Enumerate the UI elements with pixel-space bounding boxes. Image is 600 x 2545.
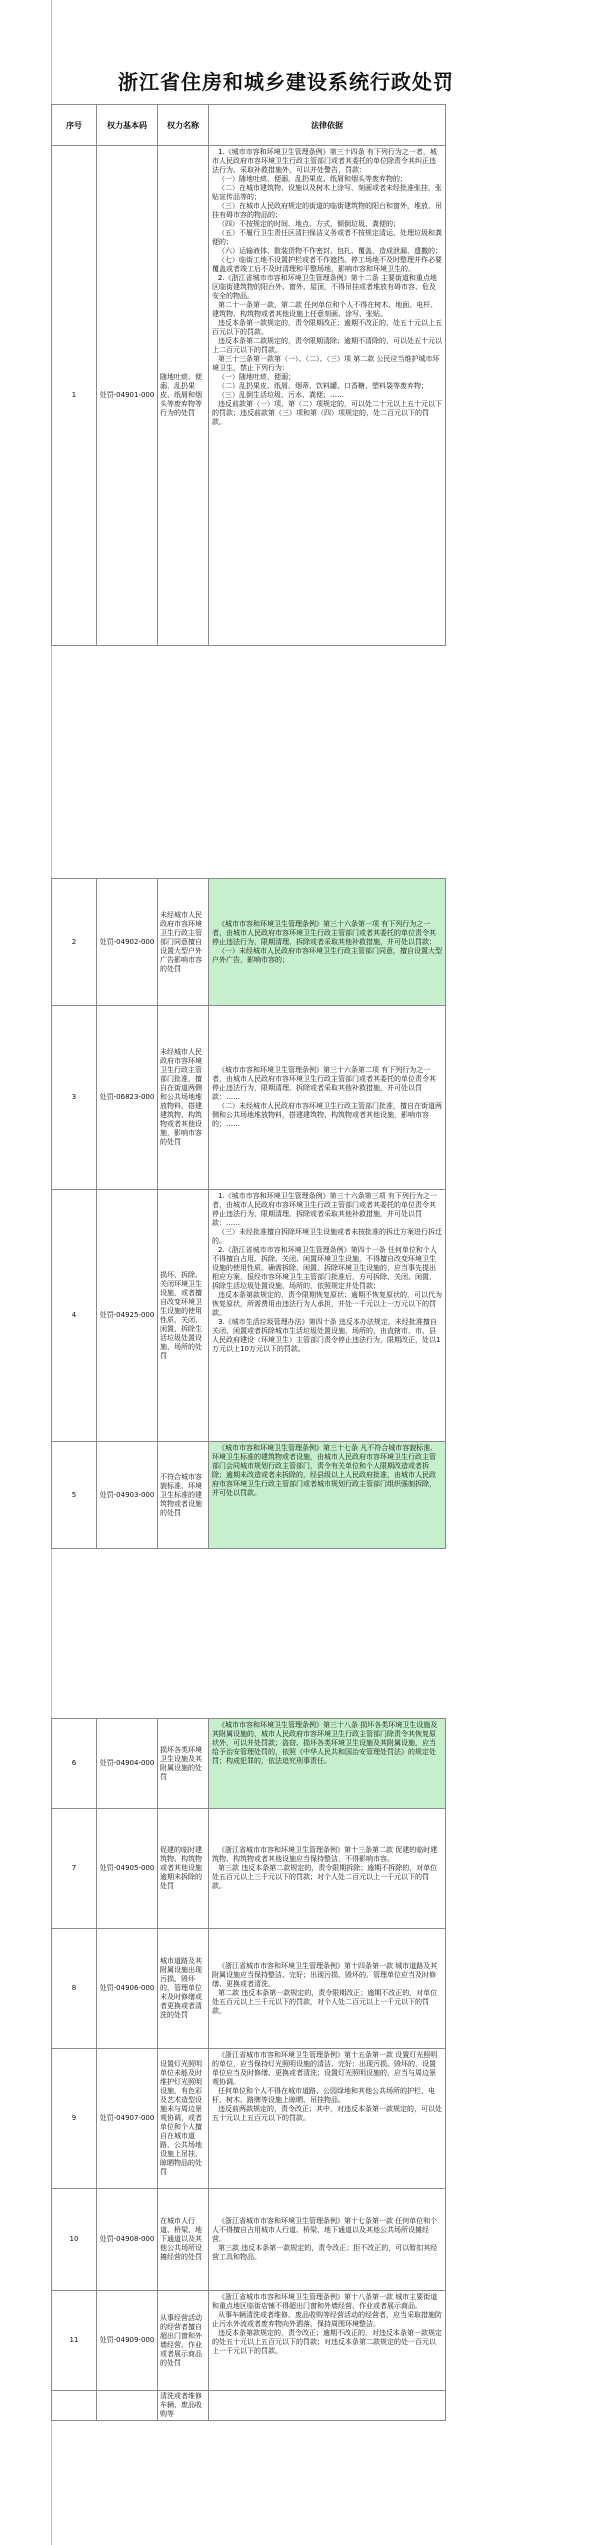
- law-paragraph: （三）未经批准擅自拆除环境卫生设施或者未按批准的拆迁方案进行拆迁的。: [212, 1228, 442, 1245]
- law-paragraph: （六）运输液体、散装货物不作密封、包扎、覆盖，造成泄漏、遗撒的；: [218, 247, 442, 255]
- law-paragraph: （一）随地吐痰、便溺，乱扔果皮、纸屑和烟头等废弃物的；: [218, 175, 407, 183]
- law-paragraph: 3.《城市生活垃圾管理办法》第四十条 违反本办法规定，未经批准擅自关闭、闲置或者拆除城市生活垃圾处置设施、场所的，由直辖市、市、县人民政府建设（环境卫生）主管部门责令停止违法行为，限期改正，处以1万元以上10万元以下的罚款。: [212, 1318, 441, 1353]
- row-seq: 3: [52, 1006, 97, 1190]
- row-name: 未经城市人民政府市容环境卫生行政主管部门批准，擅自在街道两侧和公共场地堆放物料，搭建建筑物、构筑物或者其他设施，影响市容的处罚: [158, 1006, 209, 1190]
- penalty-table-page-1: [51, 104, 446, 646]
- table-row: [52, 1442, 446, 1549]
- header-seq: 序号: [52, 105, 97, 146]
- law-paragraph: 1.《城市市容和环境卫生管理条例》第三十四条 有下列行为之一者，城市人民政府市容环境卫生行政主管部门或者其委托的单位除责令其纠正违法行为、采取补救措施外，可以并处警告、罚款：: [212, 148, 437, 174]
- law-paragraph: 任何单位和个人不得在城市道路、公园绿地和其他公共场所的护栏、电杆、树木、路牌等设施上晾晒、吊挂物品。: [212, 2087, 435, 2104]
- law-paragraph: 《浙江省城市市容和环境卫生管理条例》第十四条第一款 城市道路及其附属设施应当保持整洁、完好；出现污损、毁坏的，管理单位应当及时修缮、更换或者清洗。: [212, 1961, 438, 1988]
- row-name: 清洗或者维修车辆、废品收购等: [158, 2391, 209, 2421]
- law-paragraph: （五）不履行卫生责任区清扫保洁义务或者不按规定清运、处理垃圾和粪便的；: [212, 229, 442, 246]
- row-law: [209, 146, 446, 646]
- row-seq: 4: [52, 1190, 97, 1442]
- row-seq: 11: [52, 2291, 97, 2391]
- row-seq: 6: [52, 1719, 97, 1809]
- row-code: 处罚-04902-000: [97, 879, 158, 1006]
- table-row: [52, 879, 446, 1006]
- row-code: 处罚-04909-000: [97, 2291, 158, 2391]
- row-name: 在城市人行道、桥梁、地下通道以及其他公共场所设摊经营的处罚: [158, 2189, 209, 2291]
- row-law: [209, 1719, 446, 1809]
- row-code: 处罚-06823-000: [97, 1006, 158, 1190]
- law-paragraph: （二）在城市建筑物、设施以及树木上涂写、刻画或者未经批准张挂、张贴宣传品等的；: [212, 184, 442, 201]
- row-code: 处罚-04906-000: [97, 1929, 158, 2049]
- row-name: 未经城市人民政府市容环境卫生行政主管部门同意擅自设置大型户外广告影响市容的处罚: [158, 879, 209, 1006]
- law-paragraph: 1.《城市市容和环境卫生管理条例》第三十六条第三项 有下列行为之一者，由城市人民政府市容环境卫生行政主管部门或者其委托的单位责令其停止违法行为，限期清理、拆除或者采取其他补救措施，并可处以罚款：……: [212, 1192, 437, 1227]
- row-code: 处罚-04908-000: [97, 2189, 158, 2291]
- row-seq: 9: [52, 2049, 97, 2189]
- law-paragraph: （七）临街工地不设置护栏或者不作遮挡、停工场地不及时整理并作必要覆盖或者竣工后不及时清理和平整场地，影响市容和环境卫生的。: [212, 256, 442, 273]
- row-seq: 5: [52, 1442, 97, 1549]
- row-code: 处罚-04907-000: [97, 2049, 158, 2189]
- law-paragraph: 《城市市容和环境卫生管理条例》第三十七条 凡不符合城市容貌标准、环境卫生标准的建筑物或者设施，由城市人民政府市容环境卫生行政主管部门会同城市规划行政主管部门，责令有关单位和个人限期改造或者拆除；逾期未改造或者未拆除的，经县级以上人民政府批准，由城市人民政府市容环境卫生行政主管部门或者城市规划行政主管部门组织强制拆除，并可处以罚款。: [212, 1444, 438, 1497]
- law-paragraph: 《城市市容和环境卫生管理条例》第三十六条第一项 有下列行为之一者，由城市人民政府市容环境卫生行政主管部门或者其委托的单位责令其停止违法行为，限期清理、拆除或者采取其他补救措施，并可处以罚款：: [212, 919, 436, 946]
- law-paragraph: 从事车辆清洗或者维修、废品收购等经营活动的经营者，应当采取措施防止污水外流或者废弃物向外洒落，保持周围环境整洁。: [212, 2311, 442, 2328]
- row-law: [209, 1006, 446, 1190]
- law-paragraph: （二）未经城市人民政府市容环境卫生行政主管部门批准，擅自在街道两侧和公共场地堆放物料，搭建建筑物、构筑物或者其他设施，影响市容的；……: [212, 1102, 442, 1128]
- row-law: [209, 1190, 446, 1442]
- row-seq: [52, 2391, 97, 2421]
- header-law: 法律依据: [209, 105, 446, 146]
- row-law: [209, 1442, 446, 1549]
- table-row: [52, 2049, 446, 2189]
- table-row: [52, 2391, 446, 2421]
- law-paragraph: 违反本条第一款规定的，责令限期改正；逾期不改正的，处五十元以上五百元以下的罚款。: [212, 319, 442, 336]
- row-code: 处罚-04903-000: [97, 1442, 158, 1549]
- law-paragraph: 违反前两款规定的，责令改正；其中，对违反本条第一款规定的，可以处五十元以上五百元以下的罚款。: [212, 2105, 442, 2122]
- row-law: [209, 1809, 446, 1929]
- law-paragraph: 第三款 违反本条第二款规定的，责令限期拆除；逾期不拆除的，对单位处五百元以上三千元以下的罚款；对个人处二百元以上一千元以下的罚款。: [212, 1864, 438, 1890]
- law-paragraph: （二）乱扔果皮、纸屑、烟蒂、饮料罐、口香糖、塑料袋等废弃物；: [218, 382, 428, 390]
- header-row: [52, 105, 446, 146]
- page-title: 浙江省住房和城乡建设系统行政处罚: [118, 70, 454, 94]
- row-seq: 7: [52, 1809, 97, 1929]
- law-paragraph: 2.《浙江省城市市容和环境卫生管理条例》第十二条 主要街道和重点地区临街建筑物的阳台外、窗外、屋顶，不得吊挂或者堆放有碍市容、危及安全的物品。: [212, 274, 437, 300]
- row-name: 随地吐痰、便溺，乱扔果皮、纸屑和烟头等废弃物等行为的处罚: [158, 146, 209, 646]
- penalty-table-page-2: [51, 878, 446, 1549]
- table-row: [52, 2189, 446, 2291]
- law-paragraph: （一）未经城市人民政府市容环境卫生行政主管部门同意，擅自设置大型户外广告，影响市容的；: [212, 946, 442, 964]
- row-seq: 2: [52, 879, 97, 1006]
- row-law: [209, 2391, 446, 2421]
- row-law: [209, 2189, 446, 2291]
- law-paragraph: 违反本条第二款规定的，责令限期清除；逾期不清除的，可以处五十元以上二百元以下的罚款。: [212, 337, 442, 354]
- penalty-table-page-3: [51, 1718, 446, 2421]
- table-row: [52, 1929, 446, 2049]
- law-paragraph: 违反本条第款规定的，责令改正；逾期不改正的，对违反本条第一款规定的处五十元以上五百元以下的罚款；对违反本条第二款规定的处一百元以上一千元以下的罚款。: [212, 2329, 442, 2355]
- table-row: [52, 146, 446, 646]
- law-paragraph: 《城市市容和环境卫生管理条例》第三十六条第二项 有下列行为之一者，由城市人民政府市容环境卫生行政主管部门或者其委托的单位责令其停止违法行为，限期清理、拆除或者采取其他补救措施，并可处以罚款：……: [212, 1066, 436, 1101]
- law-paragraph: 违反前款第（一）项、第（二）项规定的，可以处二十元以上五十元以下的罚款；违反前款第（三）项和第（四）项规定的，处二百元以下的罚款。: [212, 400, 442, 426]
- law-paragraph: 《城市市容和环境卫生管理条例》第三十八条 损坏各类环境卫生设施及其附属设施的，城市人民政府市容环境卫生行政主管部门除责令其恢复原状外，可以并处罚款；盗窃、损坏各类环境卫生设施及其附属设施，应当给予治安管理处罚的，依照《中华人民共和国治安管理处罚法》的规定处罚；构成犯罪的，依法追究刑事责任。: [212, 1721, 438, 1765]
- row-code: 处罚-04901-000: [97, 146, 158, 646]
- table-row: [52, 2291, 446, 2391]
- row-code: 处罚-04905-000: [97, 1809, 158, 1929]
- row-code: [97, 2391, 158, 2421]
- row-seq: 1: [52, 146, 97, 646]
- header-code: 权力基本码: [97, 105, 158, 146]
- header-name: 权力名称: [158, 105, 209, 146]
- law-paragraph: （四）不按规定的时间、地点、方式，倾倒垃圾、粪便的；: [218, 220, 400, 228]
- law-paragraph: 《浙江省城市市容和环境卫生管理条例》第十七条第一款 任何单位和个人不得擅自占用城市人行道、桥梁、地下通道以及其他公共场所设摊经营。: [212, 2217, 438, 2243]
- row-name: 促建的临时建筑物、构筑物或者其他设施逾期未拆除的处罚: [158, 1809, 209, 1929]
- row-code: 处罚-04925-000: [97, 1190, 158, 1442]
- law-paragraph: （一）随地吐痰、便溺；: [218, 373, 295, 381]
- law-paragraph: 第二十一条第一款、第二款 任何单位和个人不得在树木、地面、电杆、建筑物、构筑物或者其他设施上任意刻画、涂写、张贴。: [212, 301, 438, 318]
- row-seq: 10: [52, 2189, 97, 2291]
- law-paragraph: 《浙江省城市市容和环境卫生管理条例》第十三条第二款 促建的临时建筑物、构筑物或者其他设施应当保持整洁，不得影响市容。: [212, 1846, 438, 1863]
- row-law: [209, 2049, 446, 2189]
- law-paragraph: 2.《浙江省城市市容和环境卫生管理条例》第四十一条 任何单位和个人不得擅自占用、拆除、关闭、闲置环境卫生设施，不得擅自改变环境卫生设施的使用性质。确需拆除、闲置、拆除环境卫生设施的，应当事先提出相应方案，报经市容环境卫生主管部门批准后，方可拆除、关闭、闲置、拆除生活垃圾处置设施、场所的，依照规定并处罚款；: [212, 1246, 437, 1290]
- table-row: [52, 1006, 446, 1190]
- row-name: 损坏、拆除、关闭环境卫生设施，或者擅自改变环境卫生设施的使用性质，关闭、闲置、拆除生活垃圾处置设施、场所的处罚: [158, 1190, 209, 1442]
- law-paragraph: 第三十三条第一款第（一）、（二）、（三）项 第二款 公民应当维护城市环境卫生，禁止下列行为：: [212, 355, 440, 372]
- row-seq: 8: [52, 1929, 97, 2049]
- table-row: [52, 1809, 446, 1929]
- law-paragraph: 《浙江省城市市容和环境卫生管理条例》第十八条第一款 城市主要街道和重点地区临街店铺不得超出门窗和外墙经营、作业或者展示商品。: [212, 2293, 438, 2310]
- row-law: [209, 1929, 446, 2049]
- law-paragraph: （三）在城市人民政府规定的街道的临街建筑物的阳台和窗外，堆放、吊挂有碍市容的物品的；: [212, 202, 442, 219]
- law-paragraph: 第二款 违反本条第一款规定的，责令限期改正；逾期不改正的，对单位处五百元以上三千元以下的罚款，对个人处二百元以上一千元以下的罚款。: [212, 1988, 438, 2015]
- law-paragraph: （三）乱倒生活垃圾、污水、粪便；……: [218, 391, 344, 399]
- law-paragraph: 《浙江省城市市容和环境卫生管理条例》第十五条第一款 设置灯光照明的单位，应当保持灯光照明设施的清洁、完好；出现污损、毁坏的，设置单位应当及时修缮、更换或者清洗；设置灯光照明设施的，应当与周边景观协调。: [212, 2051, 438, 2086]
- row-law: [209, 879, 446, 1006]
- law-paragraph: 第三款 违反本条第一款规定的，责令改正；拒不改正的，可以暂扣其经营工具和物品。: [212, 2244, 438, 2261]
- row-name: 设置灯光照明单位未能及时维护灯光照明设施，有色彩及艺术造型设施未与周边景观协调，或者单位和个人擅自在城市道路，公共场地设施上吊挂、晾晒物品的处罚: [158, 2049, 209, 2189]
- law-paragraph: 违反本条第款规定的，责令限期恢复原状；逾期不恢复原状的，可以代为恢复原状，所需费用由违法行为人承担，并处一千元以上一万元以下的罚款。: [212, 1291, 442, 1317]
- row-law: [209, 2291, 446, 2391]
- row-code: 处罚-04904-000: [97, 1719, 158, 1809]
- row-name: 城市道路及其附属设施出现污损、毁坏的，管理单位未及时修缮或者更换或者清洗的处罚: [158, 1929, 209, 2049]
- row-name: 从事经营活动的经营者擅自超出门窗和外墙经营，作业或者展示商品的处罚: [158, 2291, 209, 2391]
- row-name: 不符合城市容貌标准、环境卫生标准的建筑物或者设施的处罚: [158, 1442, 209, 1549]
- row-name: 损坏各类环境卫生设施及其附属设施的处罚: [158, 1719, 209, 1809]
- table-row: [52, 1719, 446, 1809]
- table-row: [52, 1190, 446, 1442]
